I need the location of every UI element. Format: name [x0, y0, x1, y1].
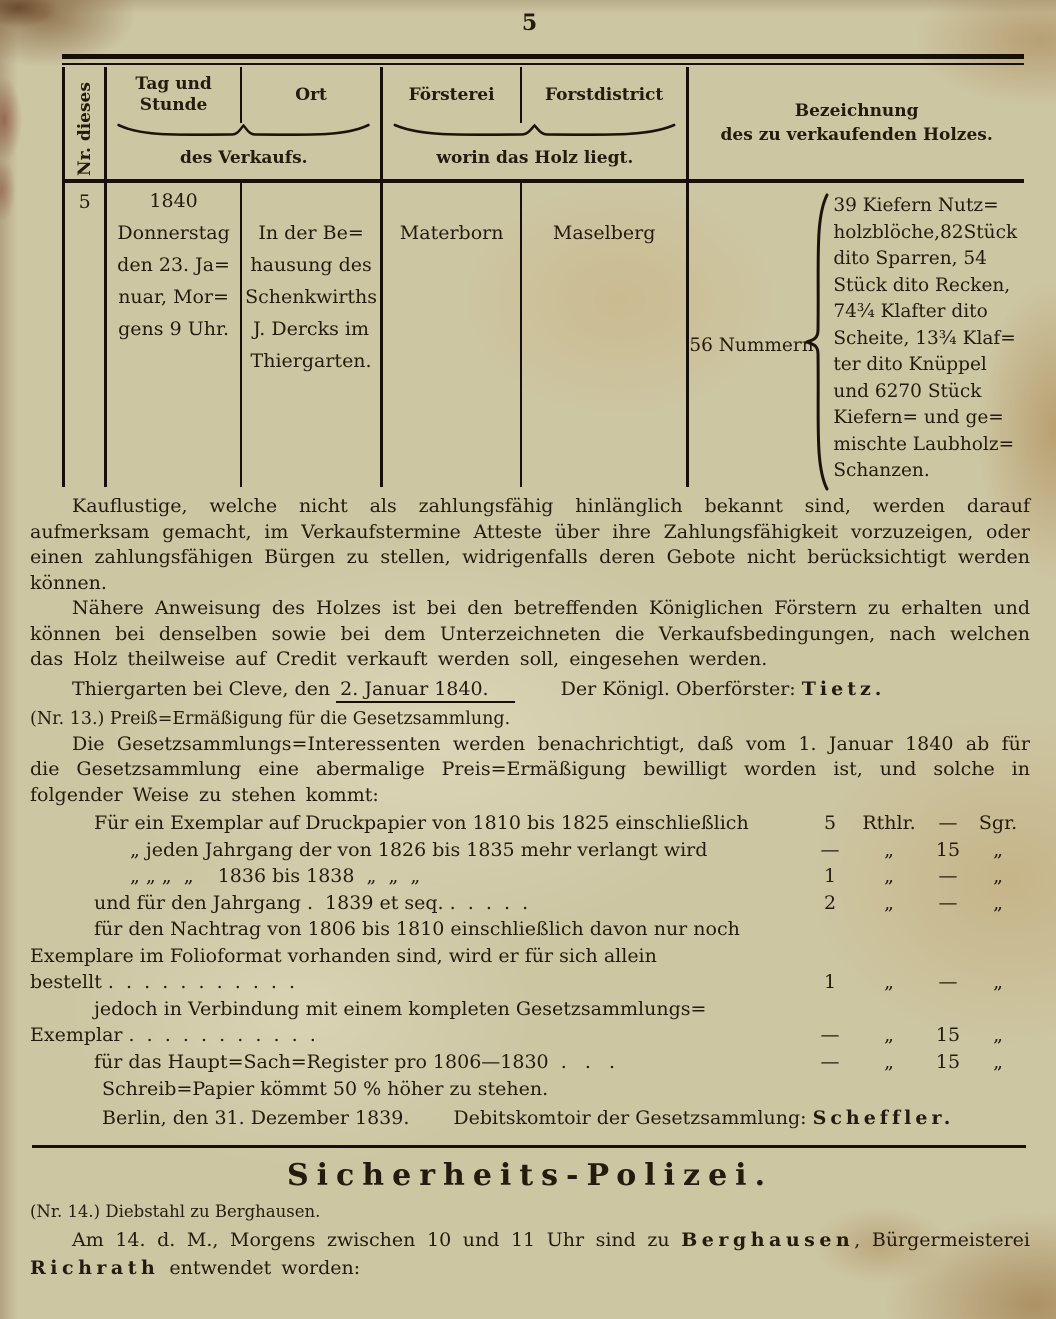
price-sgr-unit: „ [993, 891, 1003, 914]
price-sgr-unit: „ [993, 838, 1003, 861]
price-sgr-value: — [938, 865, 958, 887]
signature [561, 675, 886, 703]
price-rthlr-value: — [820, 838, 840, 861]
price-label: für den Nachtrag von 1806 bis 1810 einschließlich davon nur noch [94, 918, 740, 940]
price-sgr-value: 15 [935, 838, 961, 861]
header-line: des zu verkaufenden Holzes. [720, 125, 993, 145]
nr13-heading: (Nr. 13.) Preiß=Ermäßigung für die Gesetzsammlung. [30, 708, 511, 729]
nummern-count: 56 Nummern [689, 335, 814, 356]
price-rthlr-value [804, 916, 856, 943]
cell-line: Schenkwirths [245, 286, 378, 308]
group-forst-body [383, 179, 686, 487]
price-label: „ jeden Jahrgang der von 1826 bis 1835 mehr verlangt wird [130, 838, 708, 861]
price-row [30, 1022, 1030, 1049]
price-rthlr-value: — [820, 1050, 840, 1073]
cell-forstdistrict [522, 183, 686, 487]
group-verkauf [107, 67, 383, 487]
dateline-prefix: Thiergarten bei Cleve, den [72, 677, 331, 700]
price-rthlr-value: 1 [823, 971, 837, 993]
price-sgr-value: 15 [935, 1050, 961, 1073]
price-label: Exemplar . . . . . . . . . . . [30, 1024, 316, 1046]
price-rthlr-value [804, 943, 856, 970]
price-sgr-value [922, 996, 974, 1023]
berlin-signature-name: Scheffler. [812, 1107, 955, 1129]
column-header-foersterei: Försterei [383, 67, 522, 123]
group-verkauf-header [107, 67, 380, 123]
price-row [30, 837, 1030, 864]
holz-line: 39 Kiefern Nutz= [833, 195, 999, 216]
notice-paragraph-2: Nähere Anweisung des Holzes ist bei den betreffenden Königlichen Förstern zu erhalten und können bei denselben sowie bei dem Unterzeichneten die Verkaufsbedingungen, nach welchen das Holz theilweise auf Credit verkauft werden soll, eingesehen werden. [30, 597, 1030, 670]
column-header-ort: Ort [295, 84, 327, 105]
price-label: bestellt . . . . . . . . . . . [30, 971, 296, 993]
price-row [30, 890, 1030, 917]
nr14-text: entwendet worden: [169, 1257, 361, 1279]
column-bezeichnung [689, 67, 1024, 487]
cell-line: Materborn [399, 222, 504, 244]
price-rthlr-value: 5 [823, 812, 837, 834]
cell-bezeichnung [689, 179, 1024, 487]
price-rthlr-value: 1 [823, 865, 837, 887]
brace-icon [391, 123, 678, 138]
subheader-worin-das-holz-liegt: worin das Holz liegt. [436, 148, 634, 168]
cell-line: J. Dercks im [253, 318, 369, 340]
group-forst-header [383, 67, 686, 123]
price-sgr-unit: „ [993, 1024, 1003, 1046]
price-rthlr-value: 2 [823, 891, 837, 914]
nr14-paragraph [30, 1226, 1030, 1282]
price-row [30, 1049, 1030, 1076]
column-nr [65, 67, 107, 487]
cell-line: nuar, Mor= [118, 286, 229, 308]
timber-sale-table-zone [62, 54, 1024, 487]
dateline [30, 675, 1030, 703]
cell-ort [242, 183, 380, 487]
column-header-forstdistrict: Forstdistrict [545, 84, 664, 105]
price-sgr-value: 15 [935, 1024, 961, 1046]
berlin-signature [453, 1104, 954, 1133]
price-label: „ „ „ „ 1836 bis 1838 „ „ „ [130, 865, 421, 887]
dateline-left [30, 675, 515, 703]
price-rthlr-unit: „ [884, 891, 894, 914]
holz-line: und 6270 Stück [833, 380, 982, 402]
price-label: jedoch in Verbindung mit einem kompleten Gesetzsammlungs= [94, 997, 707, 1020]
holz-line: Stück dito Recken, [833, 274, 1011, 296]
cell-foersterei [383, 183, 522, 487]
header-line: Bezeichnung [794, 101, 919, 121]
price-label: und für den Jahrgang . 1839 et seq. . . . . . [94, 891, 529, 914]
big-brace-icon [805, 193, 829, 491]
group-forst [383, 67, 689, 487]
nr14-text: Am 14. d. M., Morgens zwischen 10 und 11 Uhr sind zu [72, 1229, 670, 1251]
cell-line: hausung des [250, 254, 372, 276]
column-header-tag-und-stunde: Tag und Stunde [107, 67, 242, 123]
dateline-date: 2. Januar 1840. [336, 678, 514, 703]
cell-line: Donnerstag [117, 222, 230, 244]
group-verkauf-body [107, 179, 380, 487]
price-row [30, 810, 1030, 837]
schreibpapier-note: Schreib=Papier kömmt 50 % höher zu stehen. [102, 1078, 549, 1100]
price-rthlr-unit: „ [884, 1050, 894, 1073]
price-rthlr-value: — [820, 1024, 840, 1046]
price-rthlr-value [804, 996, 856, 1023]
price-rthlr-unit: Rthlr. [862, 812, 916, 834]
holz-line: holzblöche,82Stück [833, 221, 1018, 243]
subheader-des-verkaufs: des Verkaufs. [180, 148, 308, 168]
price-sgr-value: — [938, 812, 958, 834]
berlin-signature-label: Debitskomtoir der Gesetzsammlung: [453, 1107, 807, 1129]
price-row [30, 943, 1030, 970]
price-sgr-unit: „ [993, 865, 1003, 887]
brace-icon [115, 123, 372, 138]
place-name-richrath: Richrath [30, 1257, 160, 1279]
brace-verkauf [107, 123, 380, 139]
price-label: für das Haupt=Sach=Register pro 1806—1830 . . . [94, 1050, 616, 1073]
price-table [30, 810, 1030, 1075]
price-rthlr-unit: „ [884, 1024, 894, 1046]
top-double-rule [62, 54, 1024, 65]
signature-name: Tietz. [801, 677, 886, 700]
price-rthlr-unit [856, 916, 922, 943]
berlin-date: Berlin, den 31. Dezember 1839. [102, 1107, 410, 1129]
holz-line: mischte Laubholz= [833, 433, 1015, 455]
nr13-intro: Die Gesetzsammlungs=Interessenten werden benachrichtigt, daß vom 1. Januar 1840 ab für die Gesetzsammlung eine abermalige Preis=Ermäßigung bewilligt worden ist, und solche in folgender Weise zu stehen kommt: [30, 732, 1030, 806]
cell-line: 1840 [149, 190, 198, 212]
holz-line: Schanzen. [833, 460, 930, 481]
cell-line: In der Be= [258, 222, 364, 244]
timber-sale-table [62, 67, 1024, 487]
price-sgr-unit [974, 943, 1022, 970]
price-sgr-value [922, 916, 974, 943]
price-sgr-unit: „ [993, 1050, 1003, 1073]
price-sgr-unit [974, 916, 1022, 943]
cell-row-number: 5 [65, 179, 104, 487]
holz-line: Kiefern= und ge= [833, 407, 1004, 428]
price-sgr-value: — [938, 891, 958, 914]
price-rthlr-unit: „ [884, 865, 894, 887]
price-row [30, 996, 1030, 1023]
price-sgr-value [922, 943, 974, 970]
holz-line: ter dito Knüppel [833, 354, 987, 375]
holz-line: 74¾ Klafter dito [833, 301, 988, 322]
cell-line: Maselberg [552, 222, 656, 244]
column-header-nr: Nr. dieses [74, 82, 95, 176]
price-row [30, 863, 1030, 890]
cell-tag-und-stunde [107, 183, 242, 487]
price-rthlr-unit [856, 996, 922, 1023]
signature-label: Der Königl. Oberförster: [560, 677, 796, 700]
price-rthlr-unit: „ [884, 971, 894, 993]
cell-line: den 23. Ja= [117, 254, 230, 276]
column-header-bezeichnung [689, 67, 1024, 179]
price-label: Exemplare im Folioformat vorhanden sind, wird er für sich allein [30, 944, 657, 967]
price-sgr-value: — [938, 971, 958, 993]
page-number: 5 [521, 10, 539, 36]
brace-forst [383, 123, 686, 139]
price-sgr-unit [974, 996, 1022, 1023]
price-row [30, 969, 1030, 996]
section-title-sicherheits-polizei: Sicherheits-Polizei. [286, 1158, 774, 1193]
holz-line: Scheite, 13¾ Klaf= [833, 327, 1016, 349]
holz-line: dito Sparren, 54 [833, 248, 987, 269]
price-rthlr-unit: „ [884, 838, 894, 861]
place-name-berghausen: Berghausen [681, 1229, 855, 1251]
notice-paragraph-1: Kauflustige, welche nicht als zahlungsfähig hinlänglich bekannt sind, werden darauf aufmerksam gemacht, im Verkaufstermine Atteste über ihre Zahlungsfähigkeit vorzuzeigen, oder einen zahlungsfähigen Bürgen zu stellen, widrigenfalls deren Gebote nicht berücksichtigt werden können. [30, 495, 1030, 594]
cell-line: Thiergarten. [250, 350, 372, 372]
berlin-dateline [30, 1104, 1030, 1133]
holz-description [829, 193, 1024, 487]
section-divider-rule [32, 1145, 1026, 1148]
price-sgr-unit: „ [993, 971, 1003, 993]
price-rthlr-unit [856, 943, 922, 970]
nr14-heading: (Nr. 14.) Diebstahl zu Berghausen. [30, 1202, 321, 1221]
nr14-text: , Bürgermeisterei [854, 1229, 1030, 1251]
cell-line: gens 9 Uhr. [118, 318, 229, 340]
price-label: Für ein Exemplar auf Druckpapier von 1810 bis 1825 einschließlich [94, 812, 749, 834]
price-sgr-unit: Sgr. [978, 812, 1018, 834]
price-row [30, 916, 1030, 943]
